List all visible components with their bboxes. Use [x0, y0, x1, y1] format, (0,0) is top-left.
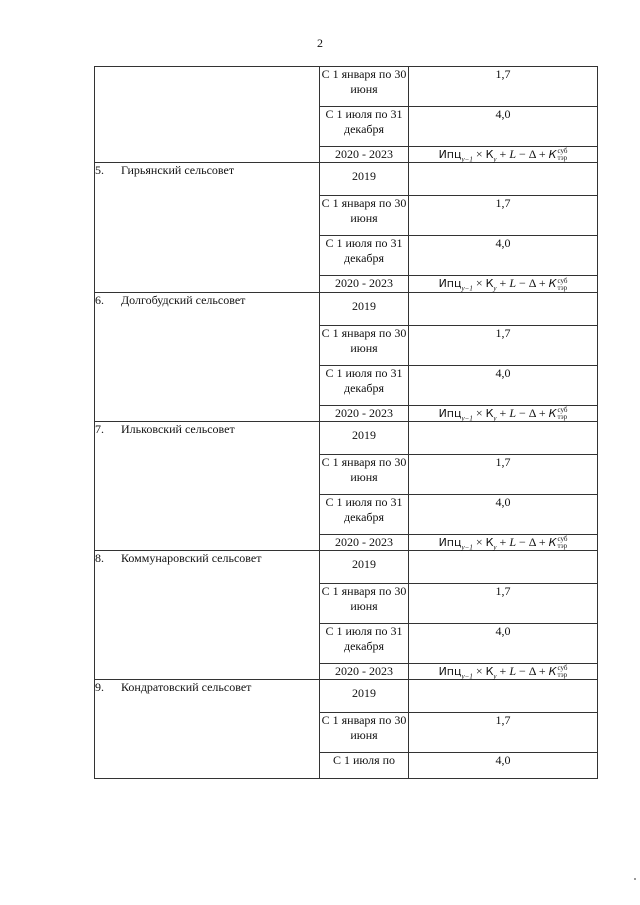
settlement-name: Кондратовский сельсовет: [121, 680, 252, 695]
formula-delta: Δ: [528, 405, 536, 420]
formula-k-sub: y: [493, 155, 497, 164]
value-cell: [409, 680, 598, 713]
formula-delta: Δ: [528, 147, 536, 161]
tariff-table: [94, 66, 598, 779]
formula-l: L: [509, 534, 516, 549]
formula-index-sub: y−1: [461, 672, 473, 681]
formula-plus: +: [499, 405, 507, 420]
settlement-number: 9.: [95, 680, 104, 695]
period-cell: С 1 июля по: [320, 753, 409, 779]
period-cell: С 1 января по 30 июня: [320, 454, 409, 494]
table-row: [95, 680, 598, 713]
period-cell: С 1 января по 30 июня: [320, 584, 409, 624]
formula-plus2: +: [538, 405, 546, 420]
formula-plus: +: [499, 664, 507, 678]
formula-times: ×: [475, 534, 483, 549]
period-cell: С 1 июля по 31 декабря: [320, 624, 409, 664]
formula-k2-sub: тэр: [557, 412, 568, 421]
formula-index: Ипц: [438, 406, 462, 420]
settlement-cell: [95, 67, 320, 163]
formula-k: К: [485, 665, 494, 678]
formula-cell: [409, 534, 598, 550]
formula-k2: К: [548, 148, 557, 161]
page-number: 2: [317, 36, 323, 50]
value-cell: 4,0: [409, 624, 598, 664]
formula-delta: Δ: [528, 664, 536, 678]
value-cell: 4,0: [409, 753, 598, 779]
value-cell: [409, 292, 598, 325]
formula-l: L: [509, 405, 516, 420]
formula-times: ×: [475, 405, 483, 420]
table-row: [95, 551, 598, 584]
settlement-number: 7.: [95, 421, 104, 436]
formula-k-sub: y: [493, 413, 497, 422]
period-cell: 2019: [320, 163, 409, 196]
formula-index-sub: y−1: [461, 413, 473, 422]
tariff-table-body: [95, 67, 598, 779]
formula-plus2: +: [538, 534, 546, 549]
table-row: [95, 292, 598, 325]
formula-plus: +: [499, 147, 507, 161]
value-cell: 1,7: [409, 454, 598, 494]
formula-times: ×: [475, 664, 483, 678]
formula-cell: [409, 664, 598, 680]
formula-minus: −: [519, 147, 526, 161]
scan-mark: [634, 878, 636, 880]
period-cell: С 1 января по 30 июня: [320, 196, 409, 236]
period-cell: 2019: [320, 421, 409, 454]
settlement-cell: [95, 292, 320, 421]
period-cell: 2019: [320, 680, 409, 713]
period-cell: 2020 - 2023: [320, 664, 409, 680]
formula-k: К: [485, 148, 494, 161]
settlement-cell: [95, 421, 320, 550]
period-cell: С 1 января по 30 июня: [320, 67, 409, 107]
value-cell: 1,7: [409, 67, 598, 107]
period-cell: С 1 июля по 31 декабря: [320, 494, 409, 534]
formula-k2: К: [548, 665, 557, 678]
formula-index: Ипц: [438, 277, 462, 291]
formula-cell: [409, 276, 598, 292]
period-cell: 2020 - 2023: [320, 147, 409, 163]
formula-k2-sub: тэр: [557, 542, 568, 550]
formula-k2: К: [548, 406, 557, 420]
value-cell: [409, 163, 598, 196]
period-cell: 2020 - 2023: [320, 405, 409, 421]
formula-k2-sup: суб: [557, 664, 568, 673]
period-cell: С 1 июля по 31 декабря: [320, 107, 409, 147]
settlement-cell: [95, 551, 320, 680]
formula-minus: −: [519, 405, 526, 420]
formula-delta: Δ: [528, 276, 536, 291]
period-cell: 2020 - 2023: [320, 534, 409, 550]
value-cell: 1,7: [409, 713, 598, 753]
settlement-name: Гирьянский сельсовет: [121, 163, 235, 178]
formula-l: L: [509, 147, 516, 161]
formula-index-sub: y−1: [461, 543, 473, 552]
settlement-cell: [95, 163, 320, 292]
formula-k2-sup: суб: [557, 276, 568, 285]
period-cell: С 1 июля по 31 декабря: [320, 236, 409, 276]
settlement-name: Ильковский сельсовет: [121, 421, 235, 436]
formula-k2-sub: тэр: [557, 154, 568, 163]
value-cell: 4,0: [409, 107, 598, 147]
formula-index: Ипц: [438, 665, 462, 678]
formula-plus2: +: [538, 276, 546, 291]
formula-k: К: [485, 277, 494, 291]
formula-k2-sub: тэр: [557, 671, 568, 680]
formula-k2-sup: суб: [557, 535, 568, 543]
value-cell: 1,7: [409, 196, 598, 236]
formula-plus: +: [499, 534, 507, 549]
settlement-name: Долгобудский сельсовет: [121, 292, 246, 307]
formula-index-sub: y−1: [461, 284, 473, 293]
formula-k-sub: y: [493, 543, 497, 552]
formula-plus2: +: [538, 664, 546, 678]
formula-plus: +: [499, 276, 507, 291]
formula-k2: К: [548, 277, 557, 291]
settlement-number: 6.: [95, 292, 104, 307]
table-row: [95, 421, 598, 454]
formula-l: L: [509, 664, 516, 678]
settlement-name: Коммунаровский сельсовет: [121, 551, 262, 565]
value-cell: 4,0: [409, 365, 598, 405]
formula-minus: −: [519, 664, 526, 678]
formula-cell: [409, 405, 598, 421]
period-cell: С 1 июля по 31 декабря: [320, 365, 409, 405]
settlement-number: 8.: [95, 551, 104, 565]
value-cell: 1,7: [409, 325, 598, 365]
formula-index: Ипц: [438, 535, 462, 549]
formula-minus: −: [519, 276, 526, 291]
formula-k2: К: [548, 535, 557, 549]
formula-times: ×: [475, 147, 483, 161]
period-cell: С 1 января по 30 июня: [320, 325, 409, 365]
formula-k2-sup: суб: [557, 147, 568, 156]
formula-index: Ипц: [438, 148, 462, 161]
formula-l: L: [509, 276, 516, 291]
formula-k-sub: y: [493, 672, 497, 681]
formula-times: ×: [475, 276, 483, 291]
formula-plus2: +: [538, 147, 546, 161]
period-cell: 2019: [320, 292, 409, 325]
value-cell: 4,0: [409, 236, 598, 276]
formula-k: К: [485, 406, 494, 420]
settlement-number: 5.: [95, 163, 104, 178]
formula-k2-sub: тэр: [557, 283, 568, 292]
value-cell: 4,0: [409, 494, 598, 534]
period-cell: 2020 - 2023: [320, 276, 409, 292]
value-cell: 1,7: [409, 584, 598, 624]
formula-k: К: [485, 535, 494, 549]
value-cell: [409, 421, 598, 454]
formula-cell: [409, 147, 598, 163]
settlement-cell: [95, 680, 320, 779]
formula-index-sub: y−1: [461, 155, 473, 164]
formula-k2-sup: суб: [557, 405, 568, 414]
value-cell: [409, 551, 598, 584]
formula-k-sub: y: [493, 284, 497, 293]
period-cell: С 1 января по 30 июня: [320, 713, 409, 753]
formula-minus: −: [519, 534, 526, 549]
table-row: [95, 163, 598, 196]
table-row: [95, 67, 598, 107]
period-cell: 2019: [320, 551, 409, 584]
formula-delta: Δ: [528, 534, 536, 549]
